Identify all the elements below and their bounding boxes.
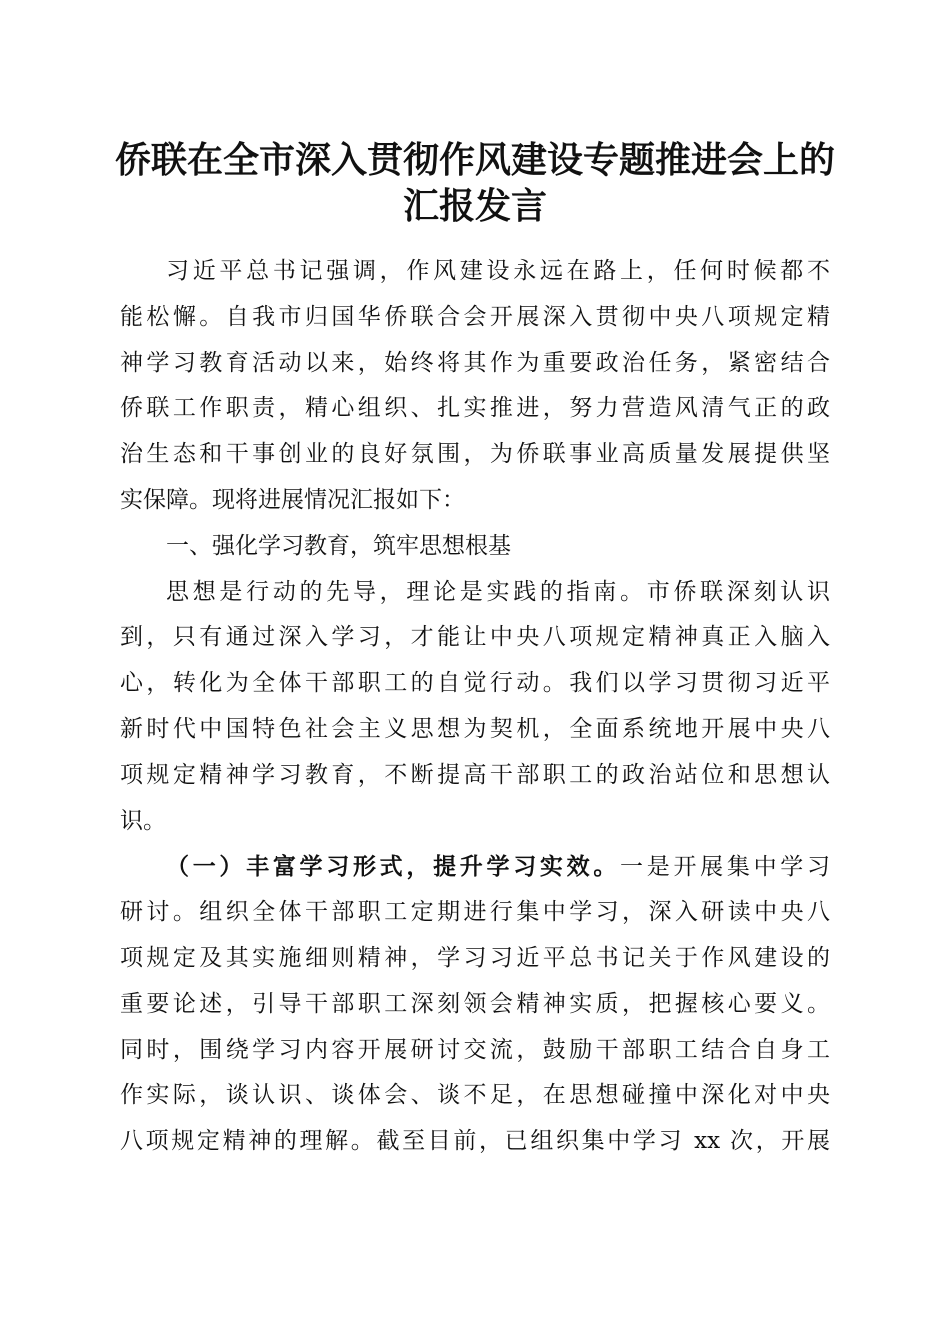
paragraph-3-line-5: 同时，围绕学习内容开展研讨交流，鼓励干部职工结合自身工 [120,1036,830,1063]
paragraph-1-line-2: 能松懈。自我市归国华侨联合会开展深入贯彻中央八项规定精 [120,303,830,330]
paragraph-1-line-3: 神学习教育活动以来，始终将其作为重要政治任务，紧密结合 [120,349,830,376]
paragraph-3-line-1-rest: 一是开展集中学习 [620,854,830,881]
paragraph-3-line-3: 项规定及其实施细则精神，学习习近平总书记关于作风建设的 [120,944,830,971]
paragraph-2-line-4: 新时代中国特色社会主义思想为契机，全面系统地开展中央八 [120,715,830,742]
paragraph-2-line-1: 思想是行动的先导，理论是实践的指南。市侨联深刻认识 [166,578,830,605]
paragraph-3-line-1 [120,844,830,890]
paragraph-3-line-2: 研讨。组织全体干部职工定期进行集中学习，深入研读中央八 [120,899,830,926]
document-title-line-2: 汇报发言 [402,185,547,227]
document-body [120,249,830,1165]
paragraph-1-line-1: 习近平总书记强调，作风建设永远在路上，任何时候都不 [166,258,830,284]
paragraph-1-line-4: 侨联工作职责，精心组织、扎实推进，努力营造风清气正的政 [120,395,830,422]
paragraph-2-line-2: 到，只有通过深入学习，才能让中央八项规定精神真正入脑入 [120,624,830,651]
subheading-1: （一）丰富学习形式，提升学习实效。 [166,853,621,881]
paragraph-2-line-3: 心，转化为全体干部职工的自觉行动。我们以学习贯彻习近平 [120,670,830,697]
paragraph-3-line-4: 重要论述，引导干部职工深刻领会精神实质，把握核心要义。 [120,990,830,1017]
section-heading-1: 一、强化学习教育，筑牢思想根基 [166,532,511,559]
paragraph-1-line-5: 治生态和干事创业的良好氛围，为侨联事业高质量发展提供坚 [120,441,830,468]
paragraph-2-line-6: 识。 [120,807,166,834]
document-title-line-1: 侨联在全市深入贯彻作风建设专题推进会上的 [114,139,835,181]
paragraph-3-line-7: 八项规定精神的理解。截至目前，已组织集中学习 xx 次，开展 [120,1128,830,1155]
paragraph-2-line-5: 项规定精神学习教育，不断提高干部职工的政治站位和思想认 [120,761,830,788]
paragraph-1-line-6: 实保障。现将进展情况汇报如下： [120,486,465,513]
paragraph-3-line-6: 作实际，谈认识、谈体会、谈不足，在思想碰撞中深化对中央 [120,1082,830,1109]
